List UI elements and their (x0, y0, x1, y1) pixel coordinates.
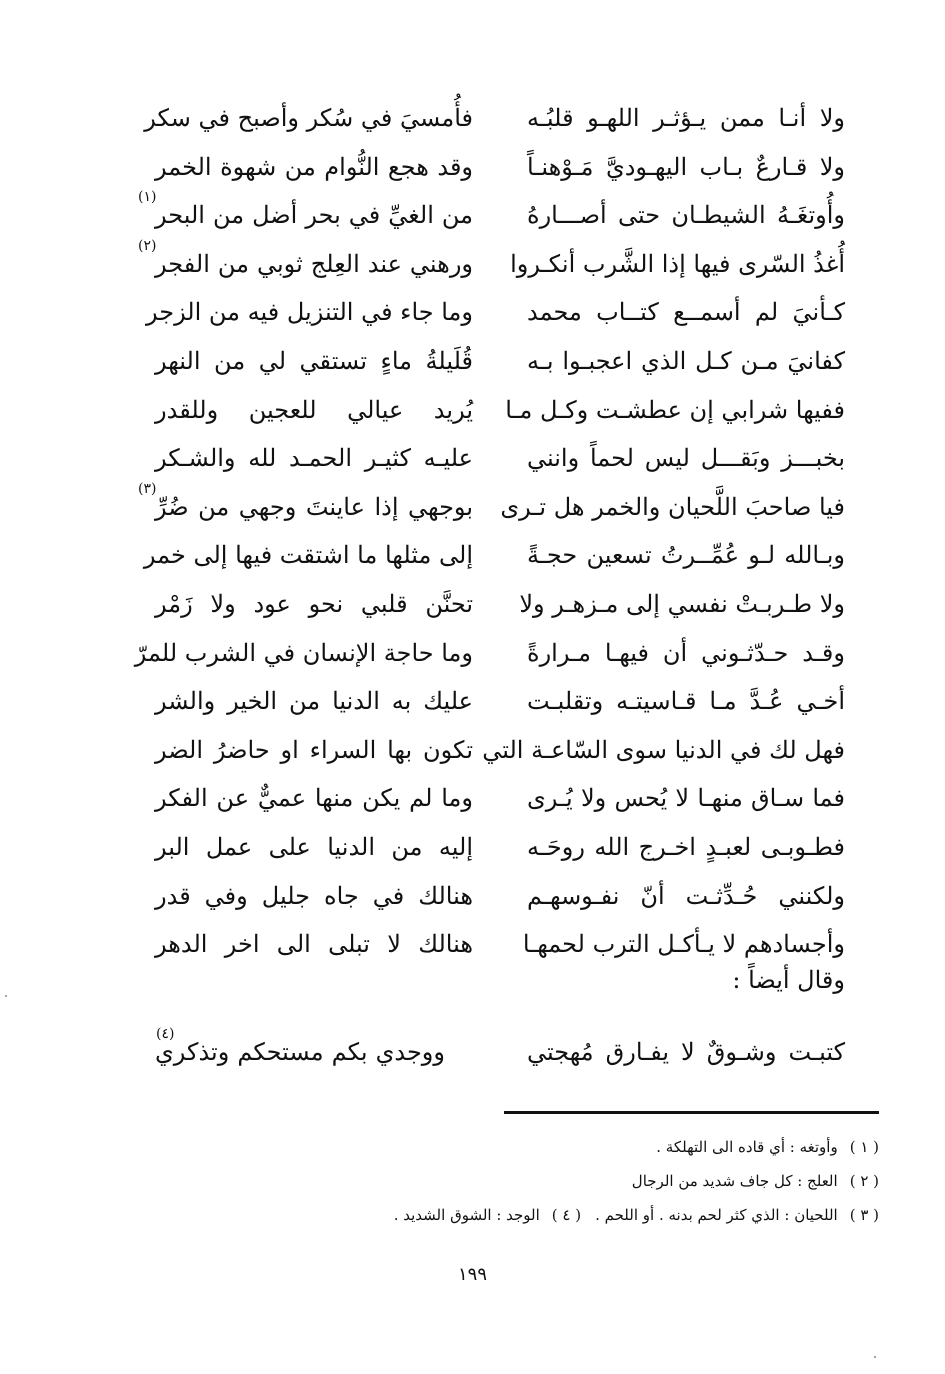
verse-15 (140, 778, 845, 827)
page-number: ١٩٩ (457, 1264, 487, 1285)
verse-8 (140, 438, 845, 487)
footnote-text: اللحيان : الذي كثر لحم بدنه . أو اللحم . (595, 1206, 838, 1224)
verse-3 (138, 189, 845, 244)
footnote-marker: (٢) (138, 237, 157, 254)
second-hemistich: يُريد عيالي للعجين وللقدر (155, 395, 473, 424)
first-hemistich: فيا صاحبَ اللَّحيان والخمر هل تـرى (500, 492, 845, 521)
verse-2 (140, 147, 845, 196)
verse-1 (140, 98, 845, 147)
first-hemistich: فطـوبـى لعبـدٍ اخـرج الله روحَـه (527, 832, 845, 861)
footnote-1 (79, 1130, 879, 1164)
first-hemistich: فهل لك في الدنيا سوى السّاعـة التي (482, 735, 845, 764)
second-hemistich: ورهني عند العِلج ثوبي من الفجر (155, 249, 473, 278)
footnote-text: وأوتغه : أي قاده الى التهلكة . (656, 1138, 838, 1156)
first-hemistich: أخـي عُـدَّ مـا قـاسيتـه وتقلبـت (527, 687, 845, 716)
first-hemistich: ولا أنـا ممن يـؤثـر اللهـو قلبُـه (527, 104, 845, 132)
verse-17 (140, 876, 845, 925)
first-hemistich: وقـد حـدّثـوني أن فيهـا مـرارةً (527, 638, 845, 667)
second-hemistich: تحنَّن قلبي نحو عود ولا زَمْر (155, 589, 473, 618)
first-hemistich: ولا طـربـتْ نفسي إلى مـزهـر ولا (519, 589, 845, 618)
first-hemistich: فما سـاق منهـا لا يُحس ولا يُـرى (527, 784, 845, 813)
footnote-marker: (٣) (138, 480, 157, 497)
first-hemistich: ولكنني حُـدِّثـت أنّ نفـوسهـم (527, 881, 845, 910)
verse-12 (134, 633, 845, 682)
second-hemistich: عليك به الدنيا من الخير والشر (155, 687, 473, 716)
first-hemistich: أُغذُ السّرى فيها إذا الشَّرب أنكـروا (510, 249, 845, 278)
first-hemistich: ففيها شرابي إن عطشـت وكـل مـا (505, 395, 845, 424)
verse-4 (138, 237, 845, 293)
first-hemistich: وأُوتغَـهُ الشيطـان حتى أصـــارهُ (527, 201, 845, 230)
footnote-3-4 (79, 1198, 879, 1232)
footnote-number: ( ١ ) (849, 1138, 879, 1156)
second-hemistich: إلى مثلها ما اشتقت فيها إلى خمر (143, 541, 473, 570)
verse-14 (140, 730, 845, 779)
first-hemistich: كتبـت وشـوقٌ لا يفـارق مُهجتي (527, 1038, 845, 1066)
second-hemistich: فأُمسيَ في سُكر وأصبح في سكر (144, 104, 473, 132)
scan-speck (874, 1356, 876, 1358)
first-hemistich: كفانيَ مـن كـل الذي اعجبـوا بـه (527, 346, 845, 375)
second-hemistich: من الغيِّ في بحر أضل من البحر (155, 201, 473, 230)
first-hemistich: وبـالله لـو عُمِّــرتُ تسعين حجـةً (527, 541, 845, 570)
footnote-2 (79, 1164, 879, 1198)
second-hemistich: وما لم يكن منها عميٌّ عن الفكر (155, 784, 473, 813)
footnote-number: ( ٤ ) (551, 1206, 582, 1224)
footnote-number: ( ٣ ) (849, 1206, 879, 1224)
footnotes (79, 1130, 879, 1232)
footnote-number: ( ٢ ) (849, 1172, 879, 1190)
verse-new-poem (140, 1026, 845, 1082)
footnote-text: العلج : كل جاف شديد من الرجال (631, 1172, 838, 1190)
verse-16 (140, 827, 845, 876)
first-hemistich: ولا قـارعٌ بـاب اليهـوديَّ مَـوْهنـاً (527, 152, 845, 181)
footnote-text: الوجد : الشوق الشديد . (393, 1206, 540, 1224)
second-hemistich: ووجدي بكم مستحكم وتذكري (155, 1038, 445, 1066)
first-hemistich: وأجسادهم لا يـأكـل الترب لحمهـا (522, 930, 845, 959)
second-hemistich: هنالك لا تبلى الى اخر الدهر (155, 930, 473, 959)
second-hemistich: وما حاجة الإنسان في الشرب للمرّ (134, 638, 473, 667)
footnote-marker: (١) (138, 189, 157, 206)
verse-6 (140, 341, 845, 390)
section-intro: وقال أيضاً : (732, 966, 845, 994)
verse-5 (140, 292, 845, 341)
second-hemistich: وقد هجع النُّوام من شهوة الخمر (155, 152, 473, 181)
footnote-marker: (٤) (156, 1026, 175, 1042)
verse-10 (140, 535, 845, 584)
verse-13 (140, 681, 845, 730)
first-hemistich: كـأنيَ لم أسمــع كتــاب محمد (527, 298, 845, 327)
second-hemistich: بوجهي إذا عاينتَ وجهي من ضُرِّ (155, 492, 473, 521)
poem (134, 98, 845, 973)
verse-9 (138, 480, 845, 536)
second-hemistich: إليه من الدنيا على عمل البر (155, 832, 473, 861)
scan-speck (5, 995, 7, 997)
footnote-separator (504, 1111, 879, 1114)
second-hemistich: تكون بها السراء او حاضرُ الضر (155, 735, 473, 764)
second-hemistich: وما جاء في التنزيل فيه من الزجر (145, 298, 473, 327)
verse-11 (140, 584, 845, 633)
second-hemistich: قُلَيلةُ ماءٍ تستقي لي من النهر (155, 346, 473, 375)
second-hemistich: هنالك في جاه جليل وفي قدر (155, 881, 473, 910)
verse-7 (140, 390, 845, 439)
first-hemistich: بخبـــز وبَقـــل ليس لحماً وانني (527, 444, 845, 473)
second-hemistich: عليـه كثيـر الحمـد لله والشـكر (155, 444, 473, 473)
